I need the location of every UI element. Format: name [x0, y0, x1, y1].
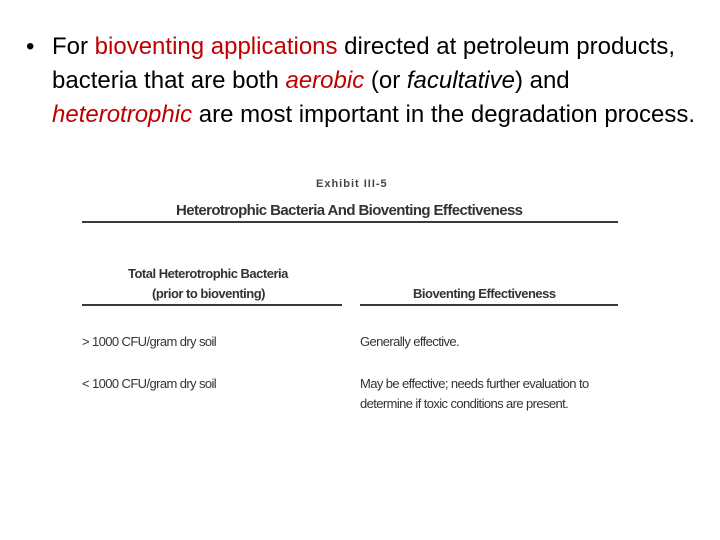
column-header-bacteria-line2: (prior to bioventing) [152, 286, 265, 301]
bullet-text [52, 30, 706, 132]
title-rule [82, 221, 618, 223]
bullet-point [26, 30, 706, 132]
bullet-segment-2: directed at petroleum products, bacteria that are both [52, 33, 676, 94]
bullet-segment-0: For [52, 33, 95, 60]
column-header-bacteria-line1: Total Heterotrophic Bacteria [128, 266, 288, 281]
bullet-segment-7: heterotrophic [52, 101, 193, 128]
header-rule-col2 [360, 304, 618, 306]
bullet-segment-1: bioventing applications [94, 33, 338, 60]
bullet-segment-5: facultative [406, 67, 515, 94]
bullet-symbol: • [26, 33, 35, 60]
bullet-segment-3: aerobic [285, 67, 365, 94]
bullet-segment-8: are most important in the degradation process. [192, 101, 696, 128]
header-rule-col1 [82, 304, 342, 306]
bullet-segment-6: ) and [514, 67, 570, 94]
column-header-bacteria [128, 264, 288, 304]
table-row-2-condition: < 1000 CFU/gram dry soil [82, 376, 217, 391]
table-title: Heterotrophic Bacteria And Bioventing Effectiveness [176, 202, 523, 219]
table-row-1-effectiveness: Generally effective. [360, 334, 460, 349]
bullet-segment-4: (or [364, 67, 407, 94]
cut-off-exhibit-label: Exhibit III-5 [316, 178, 388, 190]
table-row-2-effectiveness: May be effective; needs further evaluation to determine if toxic conditions are present. [360, 376, 589, 411]
column-header-effectiveness: Bioventing Effectiveness [413, 286, 556, 301]
table-row-1-condition: > 1000 CFU/gram dry soil [82, 334, 217, 349]
